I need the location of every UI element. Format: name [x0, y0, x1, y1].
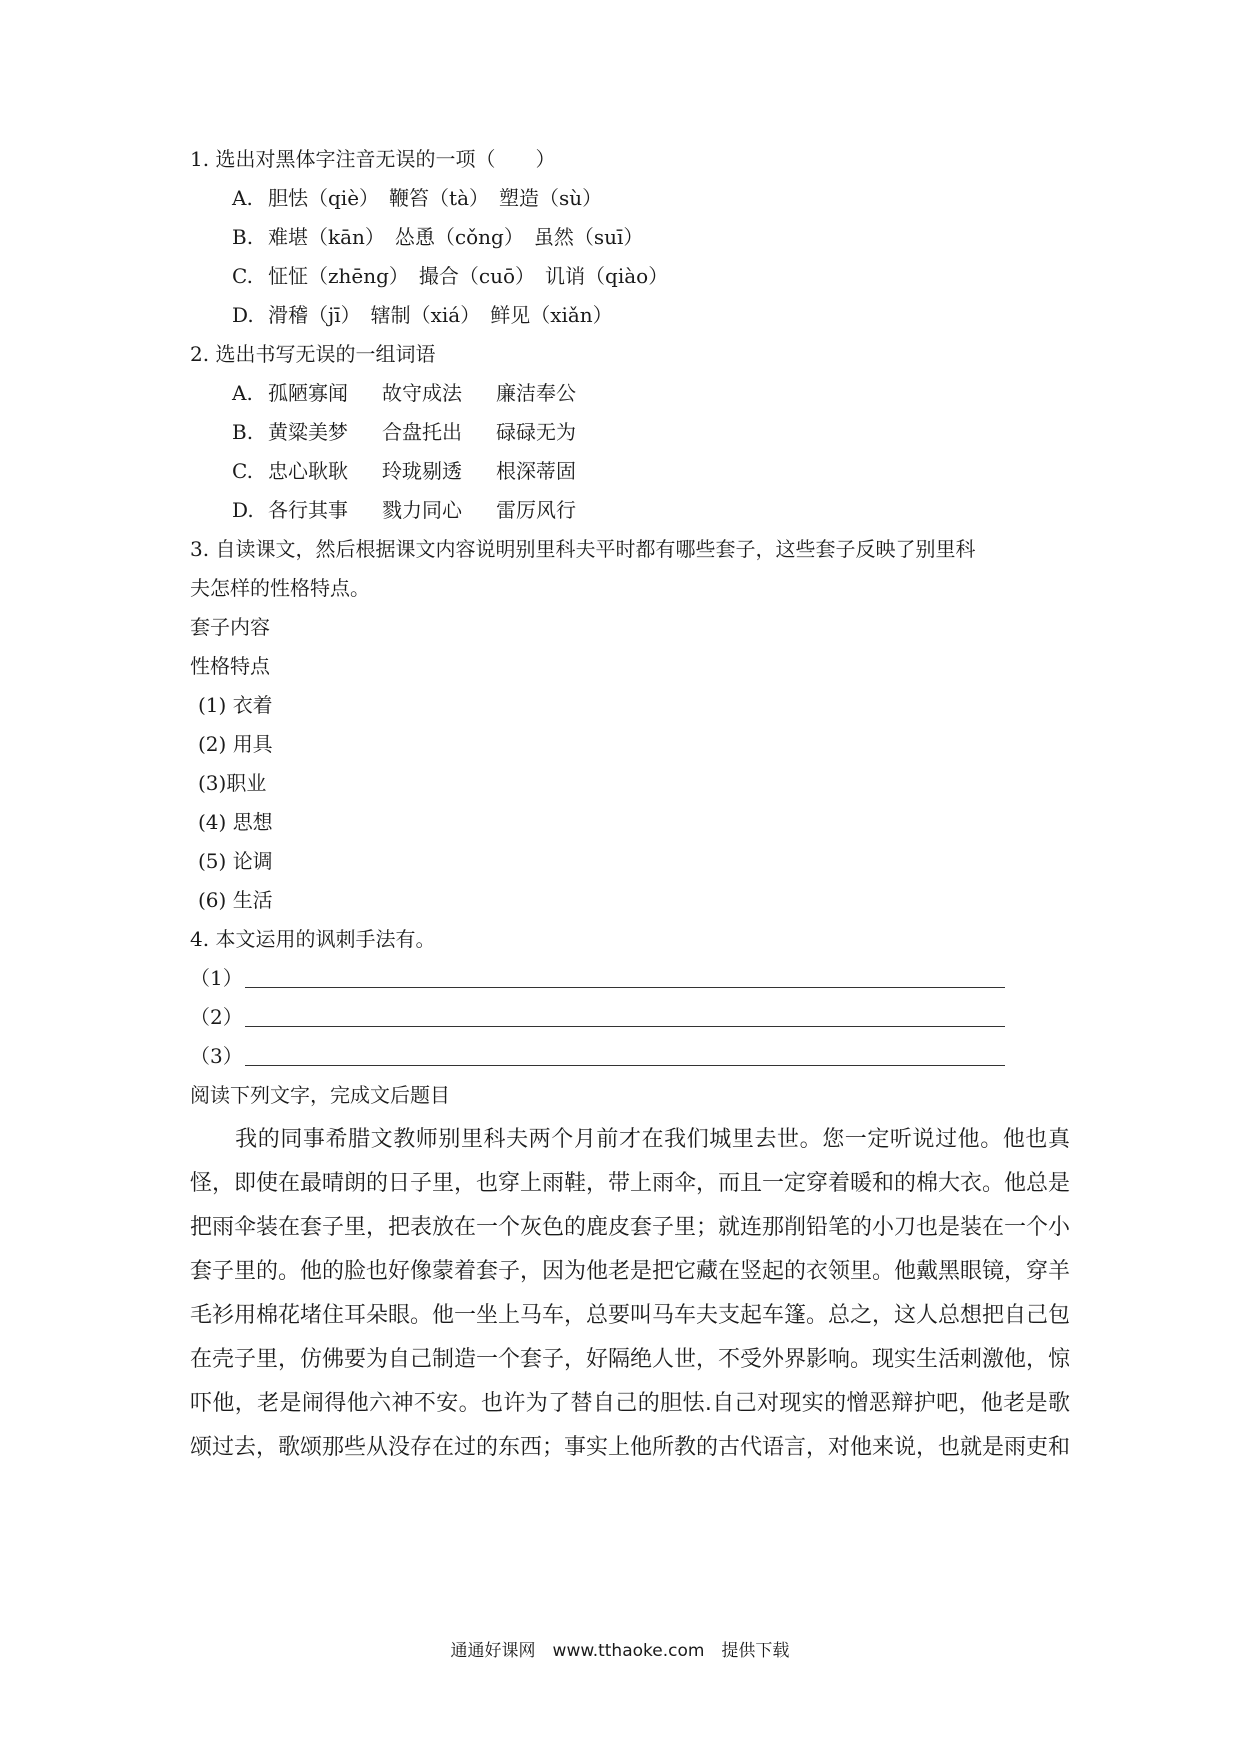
option-label: A. — [232, 381, 253, 405]
option-label: C. — [232, 264, 253, 288]
q3-stem-line1: 3. 自读课文，然后根据课文内容说明别里科夫平时都有哪些套子，这些套子反映了别里科 — [190, 537, 976, 561]
q2-option-d — [232, 496, 610, 524]
q3-item: (5) 论调 — [198, 849, 273, 873]
option-word: 故守成法 — [382, 381, 462, 405]
answer-blank-line[interactable] — [245, 1026, 1005, 1027]
option-word: 合盘托出 — [382, 420, 462, 444]
option-word: 忠心耿耿 — [268, 459, 348, 483]
option-text: 难堪（kān） 怂恿（cǒng） 虽然（suī） — [268, 225, 644, 249]
q1-option-a — [232, 184, 602, 212]
option-word: 玲珑剔透 — [382, 459, 462, 483]
option-label: B. — [232, 225, 254, 249]
q2-option-c — [232, 457, 610, 485]
q1-option-b — [232, 223, 643, 251]
option-label: B. — [232, 420, 254, 444]
q2-option-a — [232, 379, 610, 407]
option-label: D. — [232, 303, 254, 327]
option-word: 戮力同心 — [382, 498, 462, 522]
q3-item: (2) 用具 — [198, 732, 273, 756]
blank-number: （3） — [190, 1044, 243, 1068]
blank-number: （2） — [190, 1005, 243, 1029]
option-word: 孤陋寡闻 — [268, 381, 348, 405]
reading-passage: 我的同事希腊文教师别里科夫两个月前才在我们城里去世。您一定听说过他。他也真怪，即使在最晴朗的日子里，也穿上雨鞋，带上雨伞，而且一定穿着暖和的棉大衣。他总是把雨伞装在套子里，把表放在一个灰色的鹿皮套子里；就连那削铅笔的小刀也是装在一个小套子里的。他的脸也好像蒙着套子，因为他老是把它藏在竖起的衣领里。他戴黑眼镜，穿羊毛衫用棉花堵住耳朵眼。他一坐上马车，总要叫马车夫支起车篷。总之，这人总想把自己包在壳子里，仿佛要为自己制造一个套子，好隔绝人世，不受外界影响。现实生活刺激他，惊吓他，老是闹得他六神不安。也许为了替自己的胆怯.自己对现实的憎恶辩护吧，他老是歌颂过去，歌颂那些从没存在过的东西；事实上他所教的古代语言，对他来说，也就是雨吏和 — [190, 1127, 1071, 1460]
q1-stem: 1. 选出对黑体字注音无误的一项（ ） — [190, 147, 556, 171]
option-text: 胆怯（qiè） 鞭笞（tà） 塑造（sù） — [268, 186, 603, 210]
option-word: 黄粱美梦 — [268, 420, 348, 444]
blank-number: （1） — [190, 966, 243, 990]
option-word: 根深蒂固 — [496, 459, 576, 483]
q2-option-b — [232, 418, 610, 446]
answer-blank-line[interactable] — [245, 987, 1005, 988]
q4-blank-row — [190, 1003, 244, 1031]
q3-column-traits: 性格特点 — [190, 654, 270, 678]
option-text: 滑稽（jī） 辖制（xiá） 鲜见（xiǎn） — [268, 303, 613, 327]
reading-instruction: 阅读下列文字，完成文后题目 — [190, 1083, 450, 1107]
q3-column-content: 套子内容 — [190, 615, 270, 639]
q3-item: (3)职业 — [198, 771, 267, 795]
q3-item: (4) 思想 — [198, 810, 273, 834]
option-label: A. — [232, 186, 253, 210]
option-word: 雷厉风行 — [496, 498, 576, 522]
q4-blank-row — [190, 964, 244, 992]
option-word: 碌碌无为 — [496, 420, 576, 444]
q3-item: (6) 生活 — [198, 888, 273, 912]
q1-option-d — [232, 301, 613, 329]
q4-stem: 4. 本文运用的讽刺手法有。 — [190, 927, 436, 951]
option-word: 廉洁奉公 — [496, 381, 576, 405]
q4-blank-row — [190, 1042, 244, 1070]
option-label: C. — [232, 459, 253, 483]
option-word: 各行其事 — [268, 498, 348, 522]
q3-stem-line2: 夫怎样的性格特点。 — [190, 576, 370, 600]
option-text: 怔怔（zhēng） 撮合（cuō） 讥诮（qiào） — [268, 264, 669, 288]
answer-blank-line[interactable] — [245, 1065, 1005, 1066]
q2-stem: 2. 选出书写无误的一组词语 — [190, 342, 436, 366]
option-label: D. — [232, 498, 254, 522]
q3-item: (1) 衣着 — [198, 693, 273, 717]
q1-option-c — [232, 262, 668, 290]
page-footer: 通通好课网 www.tthaoke.com 提供下载 — [450, 1641, 790, 1661]
